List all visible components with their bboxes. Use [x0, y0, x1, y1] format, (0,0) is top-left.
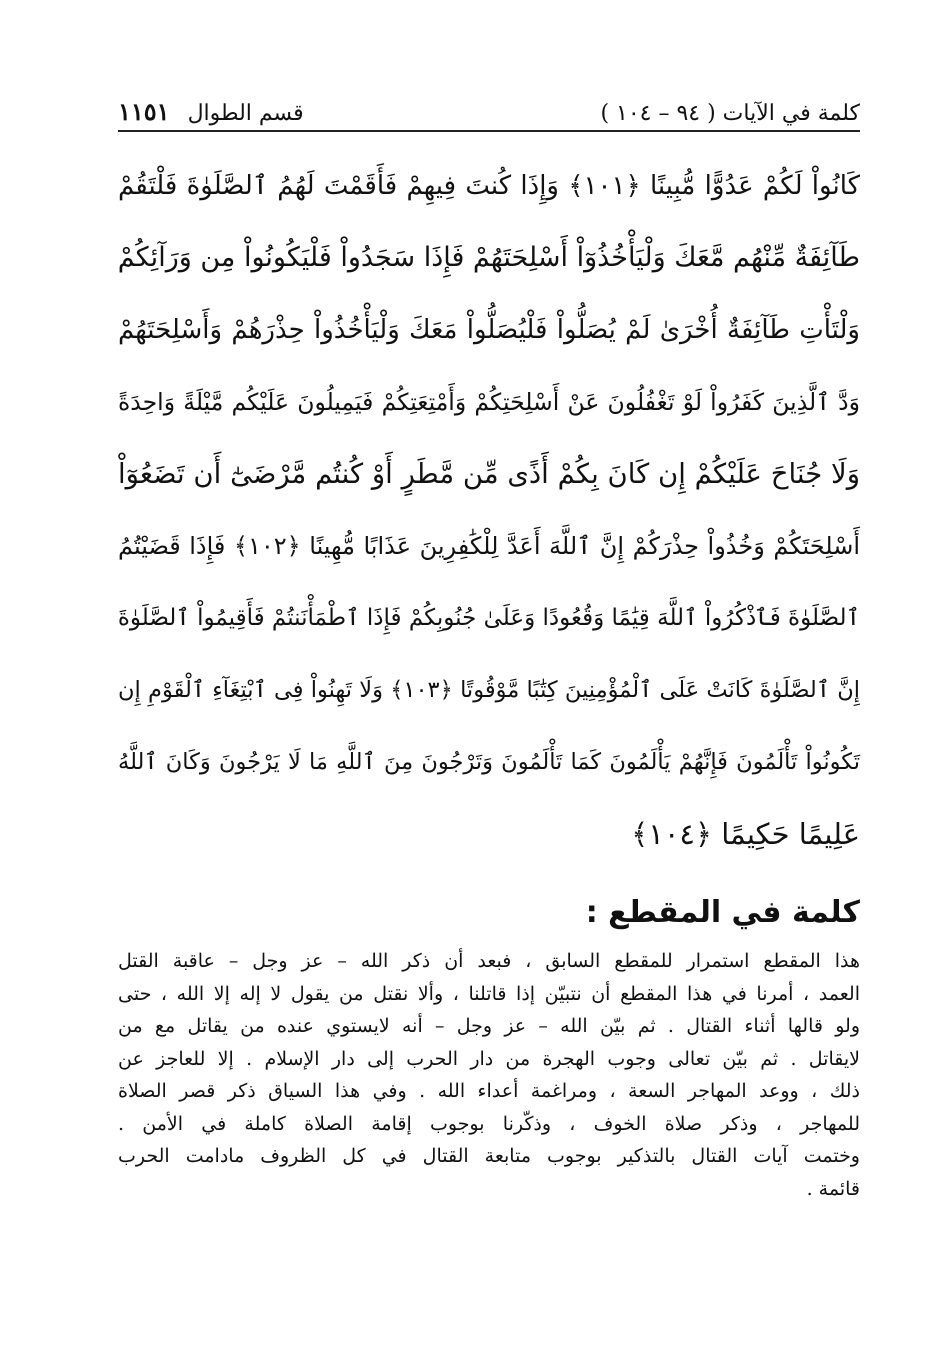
commentary-line: ذلك ، ووعد المهاجر السعة ، ومراغمة أعداء الله . وفي هذا السياق ذكر قصر الصلاة	[118, 1080, 860, 1102]
verse-line: أَسْلِحَتَكُمْ وَخُذُواْ حِذْرَكُمْ إِنَّ ٱللَّهَ أَعَدَّ لِلْكَٰفِرِينَ عَذَابًا مُّهِينًا ﴿١٠٢﴾ فَإِذَا قَضَيْتُمُ	[118, 532, 861, 560]
verse-line: وَلَا جُنَاحَ عَلَيْكُمْ إِن كَانَ بِكُمْ أَذًى مِّن مَّطَرٍ أَوْ كُنتُم مَّرْضَىٰٓ أَن تَضَعُوٓاْ	[118, 458, 860, 490]
running-head	[118, 82, 860, 126]
page-number: ١١٥١	[118, 97, 170, 126]
running-head-left	[118, 97, 304, 126]
commentary-paragraph	[118, 945, 860, 1205]
verse-line: كَانُواْ لَكُمْ عَدُوًّا مُّبِينًا ﴿١٠١﴾ وَإِذَا كُنتَ فِيهِمْ فَأَقَمْتَ لَهُمُ ٱلصَّلَوٰةَ فَلْتَقُمْ	[118, 171, 860, 201]
commentary-line: لايقاتل . ثم بيّن تعالى وجوب الهجرة من دار الحرب إلى دار الإسلام . إلا للعاجز عن	[118, 1047, 860, 1070]
verse-line: تَكُونُواْ تَأْلَمُونَ فَإِنَّهُمْ يَأْلَمُونَ كَمَا تَأْلَمُونَ وَتَرْجُونَ مِنَ ٱللَّهِ مَا لَا يَرْجُونَ وَكَانَ ٱللَّهُ	[118, 749, 860, 775]
commentary-line: العمد ، أمرنا في هذا المقطع أن نتبيّن إذا قاتلنا ، وألا نقتل من يقول لا إله إلا الله ، حتى	[118, 982, 860, 1005]
quran-verses	[118, 150, 860, 870]
commentary-line: ولو قالها أثناء القتال . ثم بيّن الله – عز وجل – أنه لايستوي عنده من يقاتل مع من	[118, 1015, 860, 1037]
verse-line: وَدَّ ٱلَّذِينَ كَفَرُواْ لَوْ تَغْفُلُونَ عَنْ أَسْلِحَتِكُمْ وَأَمْتِعَتِكُمْ فَيَمِيلُونَ عَلَيْكُم مَّيْلَةً وَاحِدَةً	[118, 388, 860, 416]
verse-line: عَلِيمًا حَكِيمًا ﴿١٠٤﴾	[631, 817, 860, 851]
verse-line: طَآئِفَةٌ مِّنْهُم مَّعَكَ وَلْيَأْخُذُوٓاْ أَسْلِحَتَهُمْ فَإِذَا سَجَدُواْ فَلْيَكُونُواْ مِن وَرَآئِكُمْ	[117, 242, 860, 273]
commentary-line: وختمت آيات القتال بالتذكير بوجوب متابعة القتال في كل الظروف مادامت الحرب	[118, 1145, 860, 1167]
commentary-line: قائمة .	[806, 1177, 860, 1200]
commentary-line: للمهاجر ، وذكر صلاة الخوف ، وذكّرنا بوجوب إقامة الصلاة كاملة في الأمن .	[118, 1112, 860, 1135]
verse-line: ٱلصَّلَوٰةَ فَٱذْكُرُواْ ٱللَّهَ قِيَٰمًا وَقُعُودًا وَعَلَىٰ جُنُوبِكُمْ فَإِذَا ٱطْمَأْنَنتُمْ فَأَقِيمُواْ ٱلصَّلَوٰةَ	[117, 605, 860, 631]
section-heading: كلمة في المقطع :	[585, 895, 860, 930]
commentary-line: هذا المقطع استمرار للمقطع السابق ، فبعد أن ذكر الله – عز وجل – عاقبة القتل	[118, 950, 860, 972]
section-name: قسم الطوال	[187, 101, 304, 126]
verse-line: وَلْتَأْتِ طَآئِفَةٌ أُخْرَىٰ لَمْ يُصَلُّواْ فَلْيُصَلُّواْ مَعَكَ وَلْيَأْخُذُواْ حِذْرَهُمْ وَأَسْلِحَتَهُمْ	[118, 315, 860, 345]
running-head-title: كلمة في الآيات ( ٩٤ – ١٠٤ )	[600, 101, 860, 126]
header-rule	[118, 130, 860, 132]
verse-line: إِنَّ ٱلصَّلَوٰةَ كَانَتْ عَلَى ٱلْمُؤْمِنِينَ كِتَٰبًا مَّوْقُوتًا ﴿١٠٣﴾ وَلَا تَهِنُواْ فِى ٱبْتِغَآءِ ٱلْقَوْمِ إِن	[118, 677, 860, 703]
